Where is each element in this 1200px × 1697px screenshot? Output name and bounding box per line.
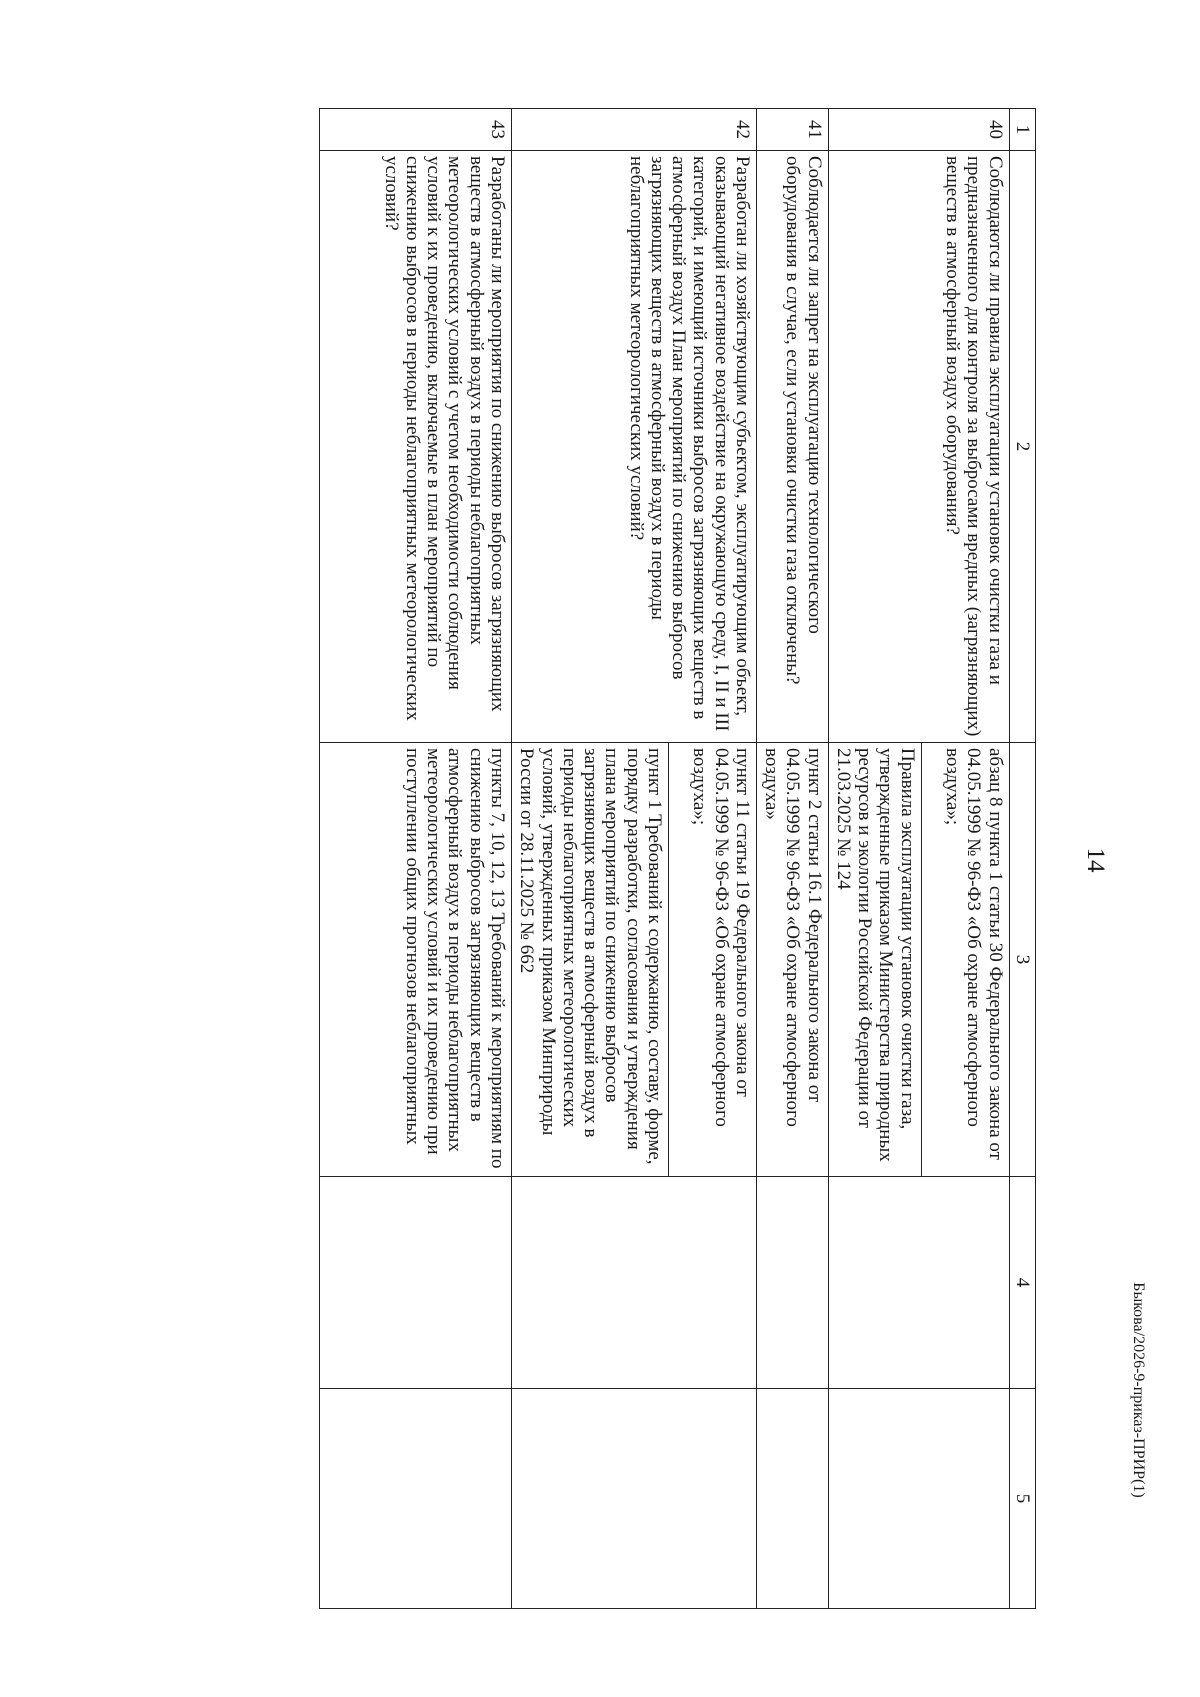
row-reference: абзац 8 пункта 1 статьи 30 Федерального закона от 04.05.1999 № 96-ФЗ «Об охране атмосферного воздуха»;	[921, 743, 1009, 1177]
column-header-2: 2	[1009, 151, 1035, 743]
page-number: 14	[1082, 847, 1109, 873]
column-header-4: 4	[1009, 1177, 1035, 1389]
checklist-table-wrapper	[184, 108, 1036, 1608]
row-reference: пункты 7, 10, 12, 13 Требований к мероприятиям по снижению выбросов загрязняющих веществ в атмосферный воздух в периоды неблагоприятных метеорологических условий и их проведению при поступлении общих прогнозов неблагоприятных	[320, 743, 512, 1177]
row-question: Соблюдаются ли правила эксплуатации установок очистки газа и предназначенного для контроля за выбросами вредных (загрязняющих) веществ в атмосферный воздух оборудования?	[828, 151, 1009, 743]
row-note-cell	[756, 1389, 828, 1609]
row-note-cell	[512, 1389, 757, 1609]
column-header-1: 1	[1009, 109, 1035, 151]
checklist-table	[319, 108, 1036, 1609]
column-header-5: 5	[1009, 1389, 1035, 1609]
table-row-43	[320, 109, 512, 1609]
row-answer-cell	[828, 1177, 1009, 1389]
row-reference: Правила эксплуатации установок очистки газа, утвержденные приказом Министерства природных ресурсов и экологии Российской Федерации от 21.03.2025 № 124	[828, 743, 921, 1177]
row-answer-cell	[756, 1177, 828, 1389]
table-header-row	[1009, 109, 1035, 1609]
row-note-cell	[320, 1389, 512, 1609]
document-footer-code: Быкова/2026-9-приказ-ПРИР(1)	[1130, 1282, 1147, 1498]
row-number: 41	[756, 109, 828, 151]
row-reference: пункт 2 статьи 16.1 Федерального закона от 04.05.1999 № 96-ФЗ «Об охране атмосферного воздуха»	[756, 743, 828, 1177]
row-reference: пункт 1 Требований к содержанию, составу, форме, порядку разработки, согласования и утверждения плана мероприятий по снижению выбросов загрязняющих веществ в атмосферный воздух в периоды неблагоприятных метеорологических условий, утвержденных приказом Минприроды России от 28.11.2025 № 662	[512, 743, 669, 1177]
row-answer-cell	[512, 1177, 757, 1389]
row-question: Разработаны ли мероприятия по снижению выбросов загрязняющих веществ в атмосферный воздух в периоды неблагоприятных метеорологических условий с учетом необходимости соблюдения условий к их проведению, включаемые в план мероприятий по снижению выбросов в периоды неблагоприятных метеорологических условий?	[320, 151, 512, 743]
row-number: 43	[320, 109, 512, 151]
table-row-40	[921, 109, 1009, 1609]
row-number: 42	[512, 109, 757, 151]
row-number: 40	[828, 109, 1009, 151]
table-row-42	[668, 109, 756, 1609]
column-header-3: 3	[1009, 743, 1035, 1177]
table-row-41	[756, 109, 828, 1609]
row-note-cell	[828, 1389, 1009, 1609]
row-question: Соблюдается ли запрет на эксплуатацию технологического оборудования в случае, если установки очистки газа отключены?	[756, 151, 828, 743]
row-answer-cell	[320, 1177, 512, 1389]
row-question: Разработан ли хозяйствующим субъектом, эксплуатирующим объект, оказывающий негативное воздействие на окружающую среду, I, II и III категорий, и имеющий источники выбросов загрязняющих веществ в атмосферный воздух План мероприятий по снижению выбросов загрязняющих веществ в атмосферный воздух в периоды неблагоприятных метеорологических условий?	[512, 151, 757, 743]
row-reference: пункт 11 статьи 19 Федерального закона от 04.05.1999 № 96-ФЗ «Об охране атмосферного воздуха»;	[668, 743, 756, 1177]
